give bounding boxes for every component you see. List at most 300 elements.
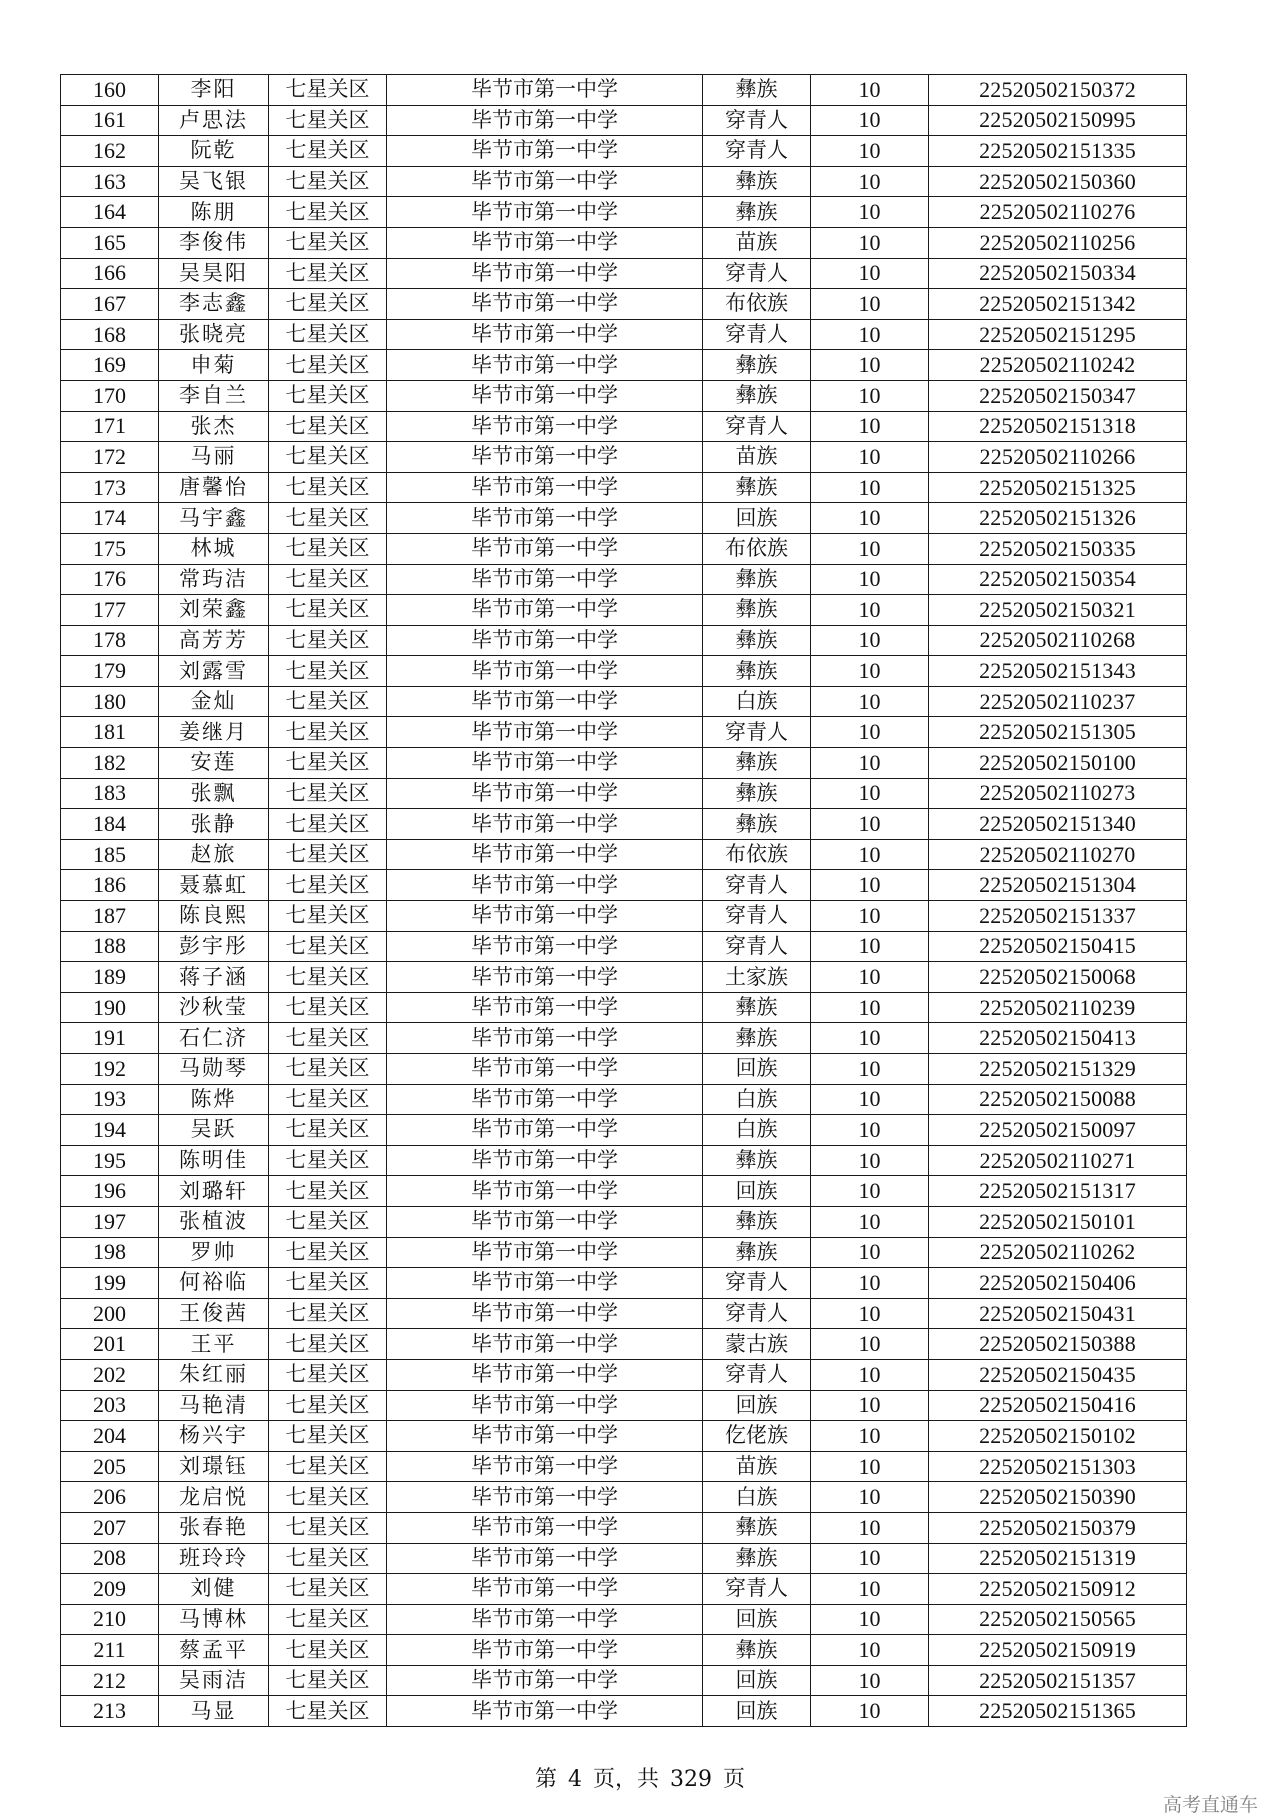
table-row: [61, 748, 1187, 779]
district-cell: 七星关区: [269, 503, 387, 534]
school-cell: 毕节市第一中学: [387, 839, 703, 870]
table-row: [61, 778, 1187, 809]
district-cell: 七星关区: [269, 319, 387, 350]
school-cell: 毕节市第一中学: [387, 870, 703, 901]
school-cell: 毕节市第一中学: [387, 1451, 703, 1482]
district-cell: 七星关区: [269, 1023, 387, 1054]
grade-cell: 10: [811, 1482, 929, 1513]
row-index-cell: 161: [61, 105, 159, 136]
table-row: [61, 411, 1187, 442]
table-row: [61, 258, 1187, 289]
grade-cell: 10: [811, 1543, 929, 1574]
row-index-cell: 195: [61, 1145, 159, 1176]
row-index-cell: 163: [61, 166, 159, 197]
grade-cell: 10: [811, 380, 929, 411]
ethnicity-cell: 彝族: [703, 1543, 811, 1574]
ethnicity-cell: 彝族: [703, 992, 811, 1023]
district-cell: 七星关区: [269, 472, 387, 503]
student-name-cell: 陈明佳: [159, 1145, 269, 1176]
school-cell: 毕节市第一中学: [387, 1023, 703, 1054]
exam-id-cell: 22520502110276: [929, 197, 1187, 228]
exam-id-cell: 22520502150415: [929, 931, 1187, 962]
ethnicity-cell: 苗族: [703, 227, 811, 258]
table-row: [61, 717, 1187, 748]
grade-cell: 10: [811, 472, 929, 503]
student-name-cell: 聂慕虹: [159, 870, 269, 901]
student-name-cell: 吴雨洁: [159, 1665, 269, 1696]
grade-cell: 10: [811, 1237, 929, 1268]
school-cell: 毕节市第一中学: [387, 1145, 703, 1176]
grade-cell: 10: [811, 411, 929, 442]
row-index-cell: 202: [61, 1359, 159, 1390]
grade-cell: 10: [811, 136, 929, 167]
ethnicity-cell: 回族: [703, 1390, 811, 1421]
school-cell: 毕节市第一中学: [387, 686, 703, 717]
student-name-cell: 李阳: [159, 75, 269, 106]
student-name-cell: 陈良熙: [159, 901, 269, 932]
student-name-cell: 马博林: [159, 1604, 269, 1635]
row-index-cell: 176: [61, 564, 159, 595]
district-cell: 七星关区: [269, 105, 387, 136]
student-name-cell: 蒋子涵: [159, 962, 269, 993]
row-index-cell: 190: [61, 992, 159, 1023]
exam-id-cell: 22520502151340: [929, 809, 1187, 840]
table-row: [61, 1696, 1187, 1727]
exam-id-cell: 22520502150347: [929, 380, 1187, 411]
exam-id-cell: 22520502150088: [929, 1084, 1187, 1115]
district-cell: 七星关区: [269, 442, 387, 473]
exam-id-cell: 22520502150097: [929, 1115, 1187, 1146]
student-name-cell: 马勋琴: [159, 1054, 269, 1085]
school-cell: 毕节市第一中学: [387, 197, 703, 228]
school-cell: 毕节市第一中学: [387, 289, 703, 320]
student-name-cell: 马艳清: [159, 1390, 269, 1421]
row-index-cell: 205: [61, 1451, 159, 1482]
grade-cell: 10: [811, 901, 929, 932]
row-index-cell: 186: [61, 870, 159, 901]
student-name-cell: 何裕临: [159, 1268, 269, 1299]
row-index-cell: 167: [61, 289, 159, 320]
row-index-cell: 198: [61, 1237, 159, 1268]
exam-id-cell: 22520502150102: [929, 1421, 1187, 1452]
district-cell: 七星关区: [269, 75, 387, 106]
row-index-cell: 170: [61, 380, 159, 411]
school-cell: 毕节市第一中学: [387, 1084, 703, 1115]
school-cell: 毕节市第一中学: [387, 1696, 703, 1727]
exam-id-cell: 22520502150995: [929, 105, 1187, 136]
ethnicity-cell: 穿青人: [703, 1359, 811, 1390]
school-cell: 毕节市第一中学: [387, 1512, 703, 1543]
row-index-cell: 184: [61, 809, 159, 840]
exam-id-cell: 22520502110266: [929, 442, 1187, 473]
student-name-cell: 陈朋: [159, 197, 269, 228]
student-name-cell: 蔡孟平: [159, 1635, 269, 1666]
ethnicity-cell: 回族: [703, 1665, 811, 1696]
ethnicity-cell: 彝族: [703, 1145, 811, 1176]
student-roster-table: [60, 74, 1187, 1727]
row-index-cell: 193: [61, 1084, 159, 1115]
student-name-cell: 王俊茜: [159, 1298, 269, 1329]
district-cell: 七星关区: [269, 1145, 387, 1176]
district-cell: 七星关区: [269, 625, 387, 656]
ethnicity-cell: 彝族: [703, 748, 811, 779]
table-row: [61, 564, 1187, 595]
ethnicity-cell: 彝族: [703, 1237, 811, 1268]
school-cell: 毕节市第一中学: [387, 717, 703, 748]
table-row: [61, 289, 1187, 320]
school-cell: 毕节市第一中学: [387, 1115, 703, 1146]
grade-cell: 10: [811, 197, 929, 228]
district-cell: 七星关区: [269, 258, 387, 289]
exam-id-cell: 22520502150390: [929, 1482, 1187, 1513]
row-index-cell: 173: [61, 472, 159, 503]
district-cell: 七星关区: [269, 1206, 387, 1237]
student-name-cell: 吴昊阳: [159, 258, 269, 289]
student-name-cell: 唐馨怡: [159, 472, 269, 503]
grade-cell: 10: [811, 442, 929, 473]
student-name-cell: 张植波: [159, 1206, 269, 1237]
table-row: [61, 656, 1187, 687]
row-index-cell: 185: [61, 839, 159, 870]
exam-id-cell: 22520502150406: [929, 1268, 1187, 1299]
grade-cell: 10: [811, 1206, 929, 1237]
school-cell: 毕节市第一中学: [387, 227, 703, 258]
district-cell: 七星关区: [269, 1482, 387, 1513]
table-row: [61, 1574, 1187, 1605]
table-row: [61, 1604, 1187, 1635]
grade-cell: 10: [811, 1359, 929, 1390]
school-cell: 毕节市第一中学: [387, 1543, 703, 1574]
district-cell: 七星关区: [269, 870, 387, 901]
school-cell: 毕节市第一中学: [387, 472, 703, 503]
row-index-cell: 208: [61, 1543, 159, 1574]
ethnicity-cell: 穿青人: [703, 870, 811, 901]
school-cell: 毕节市第一中学: [387, 1268, 703, 1299]
district-cell: 七星关区: [269, 1329, 387, 1360]
district-cell: 七星关区: [269, 350, 387, 381]
row-index-cell: 191: [61, 1023, 159, 1054]
exam-id-cell: 22520502151319: [929, 1543, 1187, 1574]
exam-id-cell: 22520502151318: [929, 411, 1187, 442]
watermark-text: 高考直通车: [1162, 1794, 1258, 1816]
school-cell: 毕节市第一中学: [387, 962, 703, 993]
district-cell: 七星关区: [269, 1512, 387, 1543]
row-index-cell: 197: [61, 1206, 159, 1237]
table-row: [61, 1635, 1187, 1666]
district-cell: 七星关区: [269, 778, 387, 809]
school-cell: 毕节市第一中学: [387, 809, 703, 840]
school-cell: 毕节市第一中学: [387, 380, 703, 411]
table-row: [61, 166, 1187, 197]
district-cell: 七星关区: [269, 533, 387, 564]
school-cell: 毕节市第一中学: [387, 1482, 703, 1513]
ethnicity-cell: 白族: [703, 1115, 811, 1146]
grade-cell: 10: [811, 1696, 929, 1727]
exam-id-cell: 22520502151342: [929, 289, 1187, 320]
district-cell: 七星关区: [269, 1298, 387, 1329]
grade-cell: 10: [811, 1298, 929, 1329]
row-index-cell: 211: [61, 1635, 159, 1666]
student-name-cell: 卢思法: [159, 105, 269, 136]
student-name-cell: 李自兰: [159, 380, 269, 411]
ethnicity-cell: 苗族: [703, 1451, 811, 1482]
grade-cell: 10: [811, 870, 929, 901]
table-row: [61, 319, 1187, 350]
student-name-cell: 刘露雪: [159, 656, 269, 687]
grade-cell: 10: [811, 1451, 929, 1482]
grade-cell: 10: [811, 962, 929, 993]
student-name-cell: 吴飞银: [159, 166, 269, 197]
table-row: [61, 992, 1187, 1023]
school-cell: 毕节市第一中学: [387, 595, 703, 626]
ethnicity-cell: 苗族: [703, 442, 811, 473]
grade-cell: 10: [811, 533, 929, 564]
exam-id-cell: 22520502150321: [929, 595, 1187, 626]
exam-id-cell: 22520502150372: [929, 75, 1187, 106]
district-cell: 七星关区: [269, 1543, 387, 1574]
ethnicity-cell: 彝族: [703, 1635, 811, 1666]
school-cell: 毕节市第一中学: [387, 75, 703, 106]
ethnicity-cell: 白族: [703, 1482, 811, 1513]
table-row: [61, 1390, 1187, 1421]
table-row: [61, 1206, 1187, 1237]
district-cell: 七星关区: [269, 748, 387, 779]
exam-id-cell: 22520502151305: [929, 717, 1187, 748]
row-index-cell: 180: [61, 686, 159, 717]
student-name-cell: 石仁济: [159, 1023, 269, 1054]
student-name-cell: 朱红丽: [159, 1359, 269, 1390]
row-index-cell: 188: [61, 931, 159, 962]
table-row: [61, 503, 1187, 534]
student-name-cell: 班玲玲: [159, 1543, 269, 1574]
row-index-cell: 189: [61, 962, 159, 993]
student-name-cell: 马丽: [159, 442, 269, 473]
student-name-cell: 申菊: [159, 350, 269, 381]
district-cell: 七星关区: [269, 136, 387, 167]
table-row: [61, 1359, 1187, 1390]
district-cell: 七星关区: [269, 564, 387, 595]
grade-cell: 10: [811, 166, 929, 197]
student-name-cell: 李俊伟: [159, 227, 269, 258]
student-name-cell: 刘璐轩: [159, 1176, 269, 1207]
row-index-cell: 164: [61, 197, 159, 228]
ethnicity-cell: 回族: [703, 1604, 811, 1635]
ethnicity-cell: 白族: [703, 1084, 811, 1115]
district-cell: 七星关区: [269, 992, 387, 1023]
exam-id-cell: 22520502150100: [929, 748, 1187, 779]
student-name-cell: 阮乾: [159, 136, 269, 167]
row-index-cell: 206: [61, 1482, 159, 1513]
school-cell: 毕节市第一中学: [387, 1329, 703, 1360]
school-cell: 毕节市第一中学: [387, 1390, 703, 1421]
student-name-cell: 常玙洁: [159, 564, 269, 595]
grade-cell: 10: [811, 1604, 929, 1635]
row-index-cell: 182: [61, 748, 159, 779]
exam-id-cell: 22520502151329: [929, 1054, 1187, 1085]
grade-cell: 10: [811, 1665, 929, 1696]
district-cell: 七星关区: [269, 809, 387, 840]
district-cell: 七星关区: [269, 839, 387, 870]
table-row: [61, 1054, 1187, 1085]
school-cell: 毕节市第一中学: [387, 1574, 703, 1605]
grade-cell: 10: [811, 748, 929, 779]
school-cell: 毕节市第一中学: [387, 136, 703, 167]
grade-cell: 10: [811, 1084, 929, 1115]
ethnicity-cell: 穿青人: [703, 1268, 811, 1299]
exam-id-cell: 22520502150912: [929, 1574, 1187, 1605]
student-name-cell: 张飘: [159, 778, 269, 809]
school-cell: 毕节市第一中学: [387, 564, 703, 595]
table-row: [61, 380, 1187, 411]
student-name-cell: 彭宇彤: [159, 931, 269, 962]
exam-id-cell: 22520502150435: [929, 1359, 1187, 1390]
exam-id-cell: 22520502150335: [929, 533, 1187, 564]
ethnicity-cell: 穿青人: [703, 319, 811, 350]
row-index-cell: 171: [61, 411, 159, 442]
row-index-cell: 165: [61, 227, 159, 258]
school-cell: 毕节市第一中学: [387, 778, 703, 809]
district-cell: 七星关区: [269, 1084, 387, 1115]
student-name-cell: 张杰: [159, 411, 269, 442]
ethnicity-cell: 穿青人: [703, 1298, 811, 1329]
row-index-cell: 168: [61, 319, 159, 350]
ethnicity-cell: 彝族: [703, 595, 811, 626]
ethnicity-cell: 穿青人: [703, 136, 811, 167]
grade-cell: 10: [811, 809, 929, 840]
grade-cell: 10: [811, 564, 929, 595]
table-row: [61, 1084, 1187, 1115]
row-index-cell: 177: [61, 595, 159, 626]
grade-cell: 10: [811, 1329, 929, 1360]
grade-cell: 10: [811, 503, 929, 534]
district-cell: 七星关区: [269, 1054, 387, 1085]
ethnicity-cell: 彝族: [703, 564, 811, 595]
student-name-cell: 安莲: [159, 748, 269, 779]
school-cell: 毕节市第一中学: [387, 1421, 703, 1452]
exam-id-cell: 22520502110273: [929, 778, 1187, 809]
district-cell: 七星关区: [269, 1451, 387, 1482]
table-row: [61, 1145, 1187, 1176]
ethnicity-cell: 穿青人: [703, 105, 811, 136]
exam-id-cell: 22520502110271: [929, 1145, 1187, 1176]
district-cell: 七星关区: [269, 1604, 387, 1635]
table-row: [61, 1543, 1187, 1574]
school-cell: 毕节市第一中学: [387, 656, 703, 687]
ethnicity-cell: 彝族: [703, 472, 811, 503]
exam-id-cell: 22520502151357: [929, 1665, 1187, 1696]
school-cell: 毕节市第一中学: [387, 625, 703, 656]
student-name-cell: 张晓亮: [159, 319, 269, 350]
grade-cell: 10: [811, 625, 929, 656]
district-cell: 七星关区: [269, 686, 387, 717]
row-index-cell: 196: [61, 1176, 159, 1207]
student-name-cell: 王平: [159, 1329, 269, 1360]
grade-cell: 10: [811, 319, 929, 350]
school-cell: 毕节市第一中学: [387, 350, 703, 381]
exam-id-cell: 22520502150416: [929, 1390, 1187, 1421]
table-row: [61, 136, 1187, 167]
row-index-cell: 172: [61, 442, 159, 473]
exam-id-cell: 22520502110256: [929, 227, 1187, 258]
exam-id-cell: 22520502150919: [929, 1635, 1187, 1666]
row-index-cell: 169: [61, 350, 159, 381]
ethnicity-cell: 彝族: [703, 197, 811, 228]
district-cell: 七星关区: [269, 901, 387, 932]
ethnicity-cell: 穿青人: [703, 258, 811, 289]
student-name-cell: 刘荣鑫: [159, 595, 269, 626]
grade-cell: 10: [811, 350, 929, 381]
exam-id-cell: 22520502151326: [929, 503, 1187, 534]
exam-id-cell: 22520502150360: [929, 166, 1187, 197]
school-cell: 毕节市第一中学: [387, 1635, 703, 1666]
student-name-cell: 高芳芳: [159, 625, 269, 656]
district-cell: 七星关区: [269, 380, 387, 411]
district-cell: 七星关区: [269, 289, 387, 320]
grade-cell: 10: [811, 75, 929, 106]
ethnicity-cell: 彝族: [703, 778, 811, 809]
ethnicity-cell: 穿青人: [703, 901, 811, 932]
exam-id-cell: 22520502151304: [929, 870, 1187, 901]
ethnicity-cell: 布依族: [703, 839, 811, 870]
table-row: [61, 442, 1187, 473]
table-row: [61, 533, 1187, 564]
district-cell: 七星关区: [269, 166, 387, 197]
ethnicity-cell: 穿青人: [703, 717, 811, 748]
row-index-cell: 209: [61, 1574, 159, 1605]
student-name-cell: 沙秋莹: [159, 992, 269, 1023]
row-index-cell: 162: [61, 136, 159, 167]
ethnicity-cell: 穿青人: [703, 411, 811, 442]
table-row: [61, 1268, 1187, 1299]
table-row: [61, 809, 1187, 840]
grade-cell: 10: [811, 595, 929, 626]
school-cell: 毕节市第一中学: [387, 442, 703, 473]
exam-id-cell: 22520502150101: [929, 1206, 1187, 1237]
row-index-cell: 166: [61, 258, 159, 289]
exam-id-cell: 22520502151295: [929, 319, 1187, 350]
table-row: [61, 472, 1187, 503]
grade-cell: 10: [811, 258, 929, 289]
grade-cell: 10: [811, 1115, 929, 1146]
exam-id-cell: 22520502110239: [929, 992, 1187, 1023]
ethnicity-cell: 彝族: [703, 350, 811, 381]
exam-id-cell: 22520502110270: [929, 839, 1187, 870]
row-index-cell: 199: [61, 1268, 159, 1299]
grade-cell: 10: [811, 1145, 929, 1176]
ethnicity-cell: 土家族: [703, 962, 811, 993]
school-cell: 毕节市第一中学: [387, 1237, 703, 1268]
exam-id-cell: 22520502151337: [929, 901, 1187, 932]
row-index-cell: 200: [61, 1298, 159, 1329]
exam-id-cell: 22520502150334: [929, 258, 1187, 289]
table-row: [61, 870, 1187, 901]
grade-cell: 10: [811, 992, 929, 1023]
table-row: [61, 1482, 1187, 1513]
grade-cell: 10: [811, 1574, 929, 1605]
district-cell: 七星关区: [269, 411, 387, 442]
grade-cell: 10: [811, 778, 929, 809]
exam-id-cell: 22520502110237: [929, 686, 1187, 717]
row-index-cell: 183: [61, 778, 159, 809]
district-cell: 七星关区: [269, 1237, 387, 1268]
student-name-cell: 马显: [159, 1696, 269, 1727]
school-cell: 毕节市第一中学: [387, 166, 703, 197]
exam-id-cell: 22520502150388: [929, 1329, 1187, 1360]
table-row: [61, 1115, 1187, 1146]
ethnicity-cell: 回族: [703, 1054, 811, 1085]
exam-id-cell: 22520502150354: [929, 564, 1187, 595]
ethnicity-cell: 布依族: [703, 289, 811, 320]
